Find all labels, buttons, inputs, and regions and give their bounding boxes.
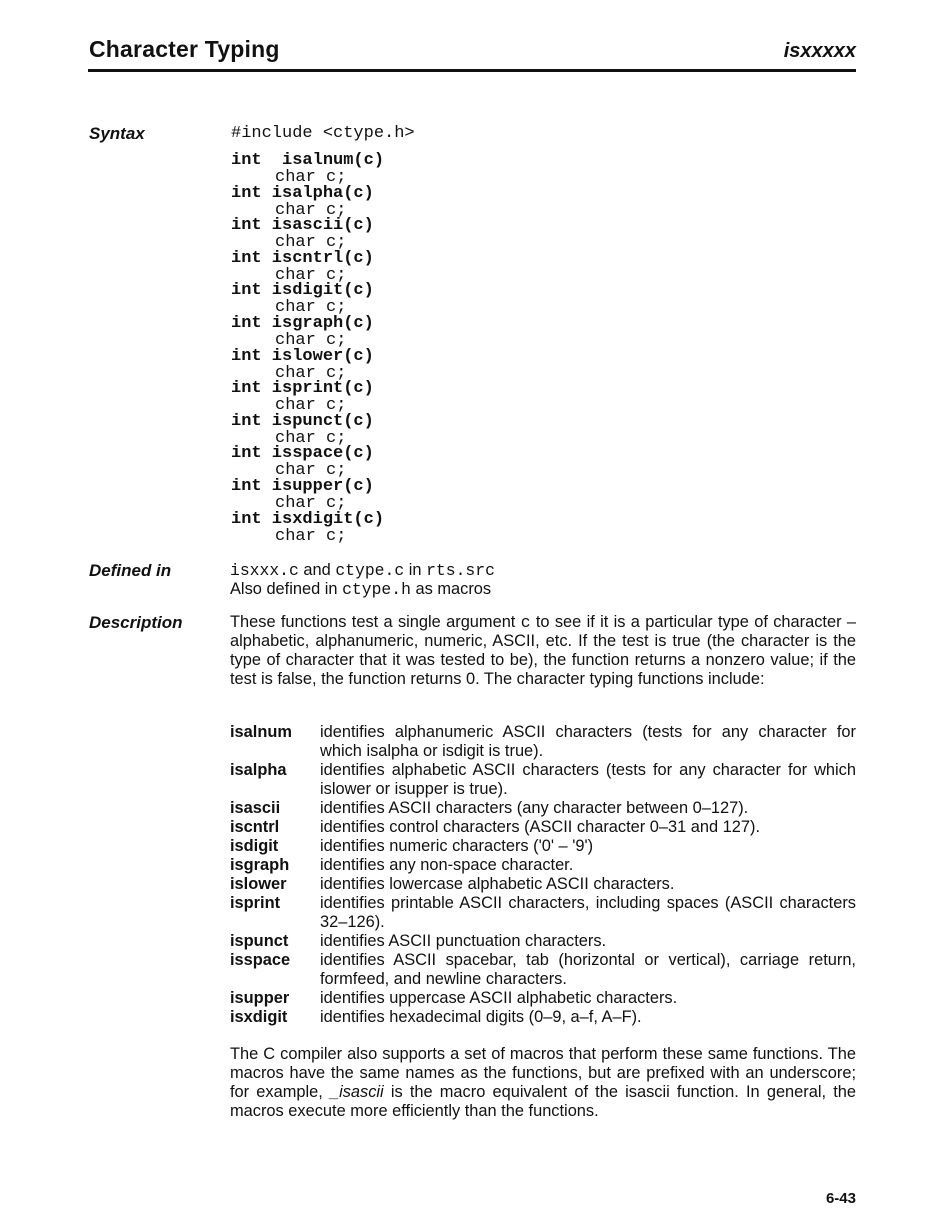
parameter-declaration: char c; bbox=[275, 330, 347, 350]
function-signature: int isspace(c) bbox=[231, 444, 374, 464]
intro-text: to see if it is a particular type of character – alphabetic, alphanumeric, numeric, ASCII, etc. If the test is true (the character is the type of character that it was tested to be), the function returns a nonzero value; if the test is false, the function returns 0. The character typing functions include: bbox=[230, 613, 856, 688]
declaration bbox=[231, 444, 384, 481]
parameter-declaration: char c; bbox=[275, 396, 347, 416]
parameter-declaration: char c; bbox=[275, 461, 347, 481]
function-description: identifies lowercase alphabetic ASCII characters. bbox=[320, 875, 675, 893]
header-rule bbox=[88, 69, 856, 72]
function-term: isdigit bbox=[230, 837, 279, 855]
function-term: isgraph bbox=[230, 856, 290, 874]
function-description: identifies hexadecimal digits (0–9, a–f, A–F). bbox=[320, 1008, 642, 1026]
function-term: isupper bbox=[230, 989, 290, 1007]
declaration bbox=[231, 511, 384, 544]
function-description: identifies ASCII spacebar, tab (horizontal or vertical), carriage return, formfeed, and newline characters. bbox=[320, 951, 856, 988]
function-signature: int islower(c) bbox=[231, 346, 374, 366]
parameter-declaration: char c; bbox=[275, 298, 347, 318]
parameter-declaration: char c; bbox=[275, 168, 347, 187]
parameter-declaration: char c; bbox=[275, 428, 347, 448]
argument-name: c bbox=[520, 613, 531, 632]
function-term: isxdigit bbox=[230, 1008, 288, 1026]
declaration bbox=[231, 185, 384, 218]
function-signature: int isprint(c) bbox=[231, 379, 374, 399]
function-description: identifies control characters (ASCII character 0–31 and 127). bbox=[320, 818, 761, 836]
also-defined-prefix: Also defined in bbox=[230, 580, 343, 598]
function-signature: int isxdigit(c) bbox=[231, 509, 385, 529]
function-term: ispunct bbox=[230, 932, 289, 950]
declaration bbox=[231, 413, 384, 446]
function-signature: int isalnum(c) bbox=[231, 151, 385, 170]
also-defined-suffix: as macros bbox=[410, 580, 492, 598]
function-term: isalnum bbox=[230, 723, 292, 741]
declaration bbox=[231, 379, 384, 416]
function-definition bbox=[230, 932, 856, 951]
syntax-label: Syntax bbox=[89, 124, 145, 143]
macro-name: _isascii bbox=[329, 1083, 384, 1101]
function-definition bbox=[230, 1008, 856, 1027]
function-definition-list bbox=[230, 723, 856, 1027]
source-file: isxxx.c bbox=[230, 561, 299, 580]
function-signature: int isdigit(c) bbox=[231, 281, 374, 301]
function-description: identifies alphabetic ASCII characters (tests for any character for which islower or isupper is true). bbox=[320, 761, 856, 798]
page-title: Character Typing bbox=[89, 36, 280, 62]
parameter-declaration: char c; bbox=[275, 493, 347, 513]
connector-text: in bbox=[404, 561, 427, 579]
function-signature: int isgraph(c) bbox=[231, 313, 374, 333]
closing-text: is the macro equivalent of the isascii function. In general, the macros execute more efficiently than the functions. bbox=[230, 1083, 856, 1120]
function-description: identifies ASCII characters (any character between 0–127). bbox=[320, 799, 749, 817]
function-family-heading: isxxxxx bbox=[783, 40, 856, 62]
connector-text: and bbox=[298, 561, 336, 579]
function-signature: int isupper(c) bbox=[231, 476, 374, 496]
declaration bbox=[231, 478, 384, 511]
function-definition bbox=[230, 818, 856, 837]
function-signature: int isascii(c) bbox=[231, 216, 374, 236]
parameter-declaration: char c; bbox=[275, 233, 347, 253]
declaration bbox=[231, 216, 384, 253]
parameter-declaration: char c; bbox=[275, 526, 347, 546]
function-description: identifies printable ASCII characters, including spaces (ASCII characters 32–126). bbox=[320, 894, 856, 931]
function-term: isascii bbox=[230, 799, 281, 817]
function-definition bbox=[230, 723, 856, 761]
defined-in-label: Defined in bbox=[89, 561, 172, 580]
function-definition bbox=[230, 989, 856, 1008]
function-definition bbox=[230, 799, 856, 818]
function-definition bbox=[230, 856, 856, 875]
function-signature: int ispunct(c) bbox=[231, 411, 374, 431]
function-term: iscntrl bbox=[230, 818, 280, 836]
function-definition bbox=[230, 894, 856, 932]
function-definition bbox=[230, 951, 856, 989]
declaration bbox=[231, 348, 384, 381]
source-file: ctype.c bbox=[335, 561, 405, 580]
header-file: ctype.h bbox=[342, 580, 411, 599]
function-description: identifies ASCII punctuation characters. bbox=[320, 932, 607, 950]
description-intro bbox=[230, 613, 856, 689]
parameter-declaration: char c; bbox=[275, 363, 347, 383]
description-label: Description bbox=[89, 613, 183, 632]
function-description: identifies alphanumeric ASCII characters (tests for any character for which isalpha or isdigit is true). bbox=[320, 723, 856, 760]
macro-note bbox=[230, 1045, 856, 1121]
function-signature: int iscntrl(c) bbox=[231, 248, 374, 268]
function-definition bbox=[230, 761, 856, 799]
intro-text: These functions test a single argument bbox=[230, 613, 521, 631]
archive-file: rts.src bbox=[426, 561, 495, 580]
function-term: islower bbox=[230, 875, 287, 893]
declaration-list bbox=[231, 151, 385, 546]
declaration bbox=[231, 315, 384, 348]
function-term: isalpha bbox=[230, 761, 287, 779]
function-description: identifies numeric characters ('0' – '9') bbox=[320, 837, 594, 855]
closing-text: The C compiler also supports a set of macros that perform these same functions. The macros have the same names as the functions, but are prefixed with an underscore; for example, bbox=[230, 1045, 856, 1101]
function-description: identifies uppercase ASCII alphabetic characters. bbox=[320, 989, 678, 1007]
parameter-declaration: char c; bbox=[275, 265, 347, 285]
function-definition bbox=[230, 837, 856, 856]
include-directive: #include <ctype.h> bbox=[231, 124, 415, 143]
function-definition bbox=[230, 875, 856, 894]
function-description: identifies any non-space character. bbox=[320, 856, 574, 874]
declaration bbox=[231, 281, 384, 318]
function-term: isprint bbox=[230, 894, 281, 912]
declaration bbox=[231, 152, 384, 185]
parameter-declaration: char c; bbox=[275, 200, 347, 220]
page-number: 6-43 bbox=[825, 1190, 856, 1207]
function-term: isspace bbox=[230, 951, 291, 969]
declaration bbox=[231, 250, 384, 283]
function-signature: int isalpha(c) bbox=[231, 183, 374, 203]
defined-in-text bbox=[230, 561, 856, 599]
